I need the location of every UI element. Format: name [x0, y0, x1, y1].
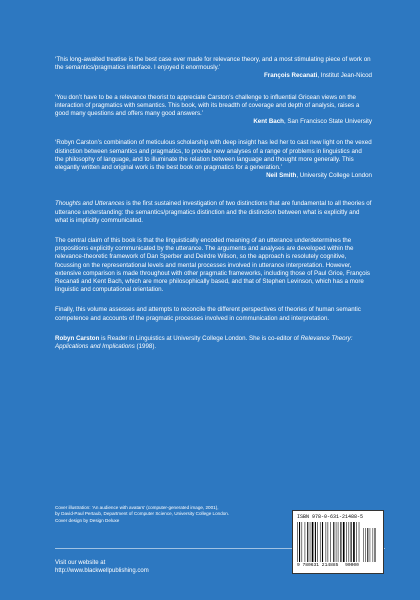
- quote-bach: [55, 94, 372, 127]
- design-credit: Cover design by Design Deluxe: [55, 518, 120, 524]
- barcode-bar: [346, 522, 347, 562]
- barcode-bar: [322, 522, 323, 562]
- quote-attribution: [55, 118, 372, 126]
- illustration-credit: Cover illustration: ‘An audience with avatars’ (computer-generated image, 2001),: [55, 505, 219, 510]
- quote-recanati: [55, 56, 372, 81]
- website-block: [55, 559, 255, 575]
- quote-text: ‘You don’t have to be a relevance theorist to appreciate Carston’s challenge to influential Gricean views on the interaction of pragmatics with semantics. This book, with its breadth of coverage and depth of analysis, raises a good many questions and offers many good answers.’: [55, 93, 360, 118]
- quote-smith: [55, 139, 372, 180]
- barcode: [292, 510, 384, 574]
- description-paragraph-2: The central claim of this book is that the linguistically encoded meaning of an utterance underdetermines the propositions explicitly communicated by the utterance. The arguments and analyses are developed within the relevance-theoretic framework of Dan Sperber and Deirdre Wilson, so the approach is resolutely cognitive, focussing on the representational levels and mental processes involved in utterance interpretation. However, extensive comparison is made throughout with other pragmatic frameworks, including those of Paul Grice, François Recanati and Kent Bach, which are more philosophically based, and that of Stephen Levinson, which has a more linguistic and computational orientation.: [55, 237, 371, 294]
- quote-author: Kent Bach: [253, 118, 284, 126]
- quote-affiliation: , University College London: [296, 172, 372, 180]
- barcode-number: [297, 563, 379, 569]
- quote-text: ‘Robyn Carston’s combination of meticulous scholarship with deep insight has led her to cast new light on the vexed distinction between semantics and pragmatics, to provide new analyses of a range of problems in linguistics and the philosophy of language, and to illuminate the relation between language and thought more generally. This elegantly written and original work is the best book on pragmatics for a generation.’: [55, 139, 372, 172]
- quote-author: François Recanati: [264, 72, 318, 80]
- barcode-bar: [320, 522, 321, 562]
- barcode-bar: [312, 522, 314, 562]
- barcode-bar: [338, 522, 339, 562]
- barcode-bar: [336, 522, 337, 562]
- barcode-addon-bar: [370, 528, 371, 562]
- cover-credits: [55, 505, 315, 525]
- website-url[interactable]: http://www.blackwellpublishing.com: [55, 568, 149, 574]
- barcode-bar: [305, 522, 306, 562]
- author-bio: [55, 335, 372, 351]
- isbn-text: [297, 514, 379, 520]
- barcode-addon-bar: [365, 528, 366, 562]
- barcode-bar: [297, 522, 298, 562]
- barcode-addon-bar: [363, 528, 364, 562]
- price-code: 90000: [345, 563, 359, 568]
- barcode-bar: [351, 522, 352, 562]
- barcode-bar: [302, 522, 303, 562]
- quote-attribution: [55, 172, 372, 180]
- description-text: is the first sustained investigation of two distinctions that are fundamental to all theories of utterance understanding: the semantics/pragmatics distinction and the distinction between what is explicitly and what is implicitly communicated.: [55, 200, 372, 224]
- author-name: Robyn Carston: [55, 334, 100, 342]
- quote-author: Neil Smith: [266, 172, 297, 180]
- barcode-bar: [317, 522, 318, 562]
- ean-number: 9 780631 214885: [297, 563, 339, 568]
- barcode-bar: [310, 522, 311, 562]
- quote-text: ‘This long-awaited treatise is the best case ever made for relevance theory, and a most stimulating piece of work on the semantics/pragmatics interface. I enjoyed it enormously.’: [55, 56, 371, 72]
- quote-affiliation: , San Francisco State University: [283, 118, 372, 126]
- barcode-bar: [330, 522, 331, 562]
- barcode-addon-bar: [373, 528, 374, 562]
- barcode-bar: [299, 522, 300, 562]
- barcode-addon-bar: [367, 528, 368, 562]
- cover-text: [55, 56, 372, 363]
- barcode-bar: [356, 522, 357, 562]
- barcode-bar: [333, 522, 334, 562]
- coedited-book-title: Relevance Theory: Applications and Implications: [55, 334, 353, 351]
- book-title: Thoughts and Utterances: [55, 200, 125, 208]
- bio-text: is Reader in Linguistics at University College London. She is co-editor of: [99, 334, 301, 342]
- bio-year: (1998).: [134, 343, 157, 351]
- barcode-addon-bar: [375, 528, 376, 562]
- barcode-bar: [315, 522, 316, 562]
- barcode-bar: [307, 522, 308, 562]
- description-paragraph-1: [55, 200, 372, 225]
- description-paragraph-3: Finally, this volume assesses and attempts to reconcile the different perspectives of theories of human semantic competence and accounts of the pragmatic processes involved in communication and interpretation.: [55, 306, 361, 322]
- barcode-bar: [326, 522, 327, 562]
- illustration-credit-2: by David-Paul Pertaub, Department of Computer Science, University College London.: [55, 511, 230, 517]
- barcode-bar: [353, 522, 355, 562]
- isbn: ISBN 978-0-631-21488-5: [297, 514, 364, 520]
- barcode-bar: [328, 522, 329, 562]
- website-label: Visit our website at: [55, 560, 106, 566]
- quote-affiliation: , Institut Jean-Nicod: [317, 72, 372, 80]
- barcode-bar: [349, 522, 350, 562]
- barcode-bar: [340, 522, 341, 562]
- barcode-bar: [343, 522, 345, 562]
- barcode-bar: [359, 522, 360, 562]
- barcode-bars: [297, 522, 379, 562]
- quote-attribution: [55, 72, 372, 80]
